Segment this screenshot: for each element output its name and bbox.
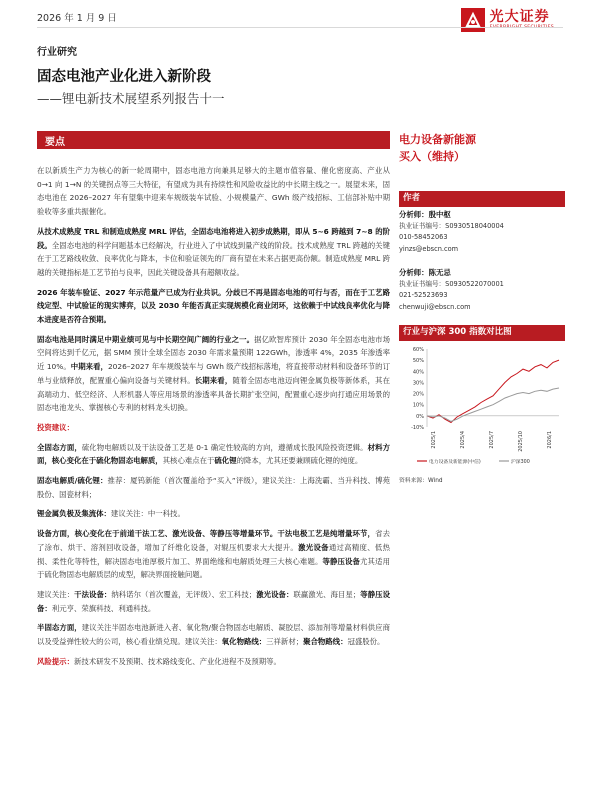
author-header: 作者	[399, 191, 565, 206]
x-tick-label: 2025/4	[460, 431, 466, 449]
analyst-1-name: 分析师：殷中枢	[399, 210, 451, 219]
y-tick-label: 0%	[416, 413, 424, 420]
paragraph-2: 从技术成熟度 TRL 和制造成熟度 MRL 评估，全固态电池将进入初步成熟期，即从 5~6 跨越到 7~8 的阶段。全固态电池的科学问题基本已经解决，行业进入了中试线到量产线的阶段。技术成熟度 TRL 跨越的关键在于工艺路线收敛、良率优化与降本，卡位和验证领先的厂商有望在未来占据更高份额。制造成熟度 MRL 跨越的关键指标是工艺节拍与良率，因此关键设备具有超额收益。	[37, 226, 390, 277]
analyst-2-cert: 执业证书编号：S0930522070001	[399, 279, 504, 288]
y-tick-label: 10%	[412, 402, 424, 409]
series-line-1	[427, 388, 559, 421]
paragraph-1: 在以新质生产力为核心的新一轮周期中，固态电池方向兼具足够大的主题市值容量、催化密度高、产业从 0→1 向 1→N 的关键拐点等三大特征，有望成为具有持续性和风险收益比的中长期主线之一。展望未来，固态电池在 2026–2027 年有望集中迎来车规级装车试验、小规模量产、GWh 级产线招标、工信部补贴中期验收等多重共振催化。	[37, 166, 390, 217]
summary-divider	[37, 148, 390, 149]
paragraph-5: 全固态方面，硫化物电解质以及干法设备工艺是 0-1 确定性较高的方向，遵循成长股风险投资逻辑。材料方面，核心变化在于硫化物固态电解质，其核心难点在于硫化锂的降本，尤其还要兼顾硫化锂的纯度。	[37, 442, 390, 466]
summary-label: 要点	[45, 137, 65, 148]
y-tick-label: 20%	[412, 391, 424, 398]
y-tick-label: 60%	[412, 347, 424, 353]
analyst-1-phone: 010-58452063	[399, 233, 448, 241]
logo-en: EVERBRIGHT SECURITIES	[489, 25, 554, 30]
sector-name: 电力设备新能源	[399, 133, 476, 146]
chart-divider	[399, 340, 565, 341]
legend-label: 沪深300	[511, 460, 530, 465]
report-title: 固态电池产业化进入新阶段	[37, 69, 211, 85]
y-tick-label: 30%	[412, 380, 424, 387]
paragraph-4: 固态电池是同时满足中期业绩可见与中长期空间广阔的行业之一。据亿欧智库预计 2030 年全固态电池市场空间将达到千亿元，据 SMM 预计全球全固态 2030 年需求量预期 122GWh，渗透率 4%，2035 年渗透率近 10%。中期来看，2026–2027 年车规级装车与 GWh 级产线招标落地，将直接带动材料和设备环节的订单与业绩释放，配置重心偏向设备与关键材料。长期来看，随着全固态电池迈向锂金属负极等新体系，其在高端动力、低空经济、人形机器人等应用场景的渗透率具备长期扩张空间，配置重心逐步向打通应用场景的固态电池龙头、掌握核心专利的材料龙头切换。	[37, 334, 390, 413]
x-tick-label: 2026/1	[547, 431, 553, 449]
analyst-2-phone: 021-52523693	[399, 291, 448, 299]
analyst-1-cert: 执业证书编号：S0930518040004	[399, 221, 504, 230]
analyst-2-name: 分析师：陈无忌	[399, 268, 451, 277]
paragraph-8: 设备方面，核心变化在于前道干法工艺、激光设备、等静压等增量环节。干法电极工艺是纯增量环节，省去了涂布、烘干、溶剂回收设备，增加了纤维化设备，对辊压机要求大大提升。激光设备通过高精度、低热损、柔性化等特性，解决固态电池厚极片加工、界面绝缘和电解质处理三大核心难题。等静压设备尤其适用于硫化物固态电解质层的成型，解决界面接触问题。	[37, 529, 390, 580]
author-divider	[399, 206, 565, 207]
summary-body	[37, 164, 390, 675]
chart-svg	[399, 343, 565, 469]
company-logo	[461, 8, 554, 32]
risk-warning: 风险提示：新技术研发不及预期、技术路线变化、产业化进程不及预期等。	[37, 656, 281, 666]
logo-cn: 光大证券	[489, 9, 550, 25]
y-tick-label: 40%	[412, 369, 424, 376]
paragraph-9: 建议关注：干法设备：纳科诺尔（首次覆盖，无评级）、宏工科技；激光设备：联赢激光、海目星；等静压设备：利元亨、荣旗科技、利通科技。	[37, 589, 390, 613]
legend-label: 电力设备及新能源(中信)	[429, 460, 481, 465]
paragraph-6: 固态电解质/硫化锂：推荐：厦钨新能（首次覆盖给予“买入”评级），建议关注：上海洗霸、当升科技、博苑股份、国瓷材料；	[37, 476, 390, 499]
y-tick-label: 50%	[412, 358, 424, 365]
analyst-1	[399, 209, 565, 255]
report-subtitle: ——锂电新技术展望系列报告十一	[37, 91, 225, 106]
rating-text: 买入（维持）	[399, 150, 465, 163]
report-category: 行业研究	[37, 47, 77, 58]
report-date: 2026 年 1 月 9 日	[37, 13, 117, 24]
chart-source: 资料来源：Wind	[399, 478, 443, 484]
logo-mark-icon	[461, 8, 485, 32]
paragraph-7: 锂金属负极及集流体：建议关注：中一科技。	[37, 509, 185, 519]
x-tick-label: 2025/7	[489, 431, 495, 449]
analyst-1-email: yinzs@ebscn.com	[399, 244, 459, 253]
chart-header: 行业与沪深 300 指数对比图	[399, 325, 565, 340]
performance-chart	[399, 343, 565, 469]
invest-label: 投资建议：	[37, 422, 74, 432]
paragraph-10: 半固态方面，建议关注半固态电池新进入者、氧化物/聚合物固态电解质、凝胶层、添加剂等增量材料供应商以及受益弹性较大的公司，核心看业绩兑现。建议关注：氧化物路线：三祥新材；聚合物路线：冠盛股份。	[37, 623, 390, 647]
sidebar-rating	[399, 131, 565, 166]
analyst-2-email: chenwuji@ebscn.com	[399, 302, 471, 311]
paragraph-3: 2026 年装车验证、2027 年示范量产已成为行业共识。分歧已不再是固态电池的可行与否，而在于工艺路线定型、中试验证的现实博弈，以及 2030 年能否真正实现规模化商业闭环，这依赖于中试线良率优化与降本进度是否符合预期。	[37, 287, 390, 325]
analyst-2	[399, 267, 565, 313]
series-line-0	[427, 360, 559, 422]
header-divider	[37, 27, 563, 28]
y-tick-label: -10%	[411, 425, 424, 431]
summary-header-bar	[37, 131, 390, 148]
x-tick-label: 2025/1	[431, 431, 437, 449]
x-tick-label: 2025/10	[518, 431, 524, 452]
